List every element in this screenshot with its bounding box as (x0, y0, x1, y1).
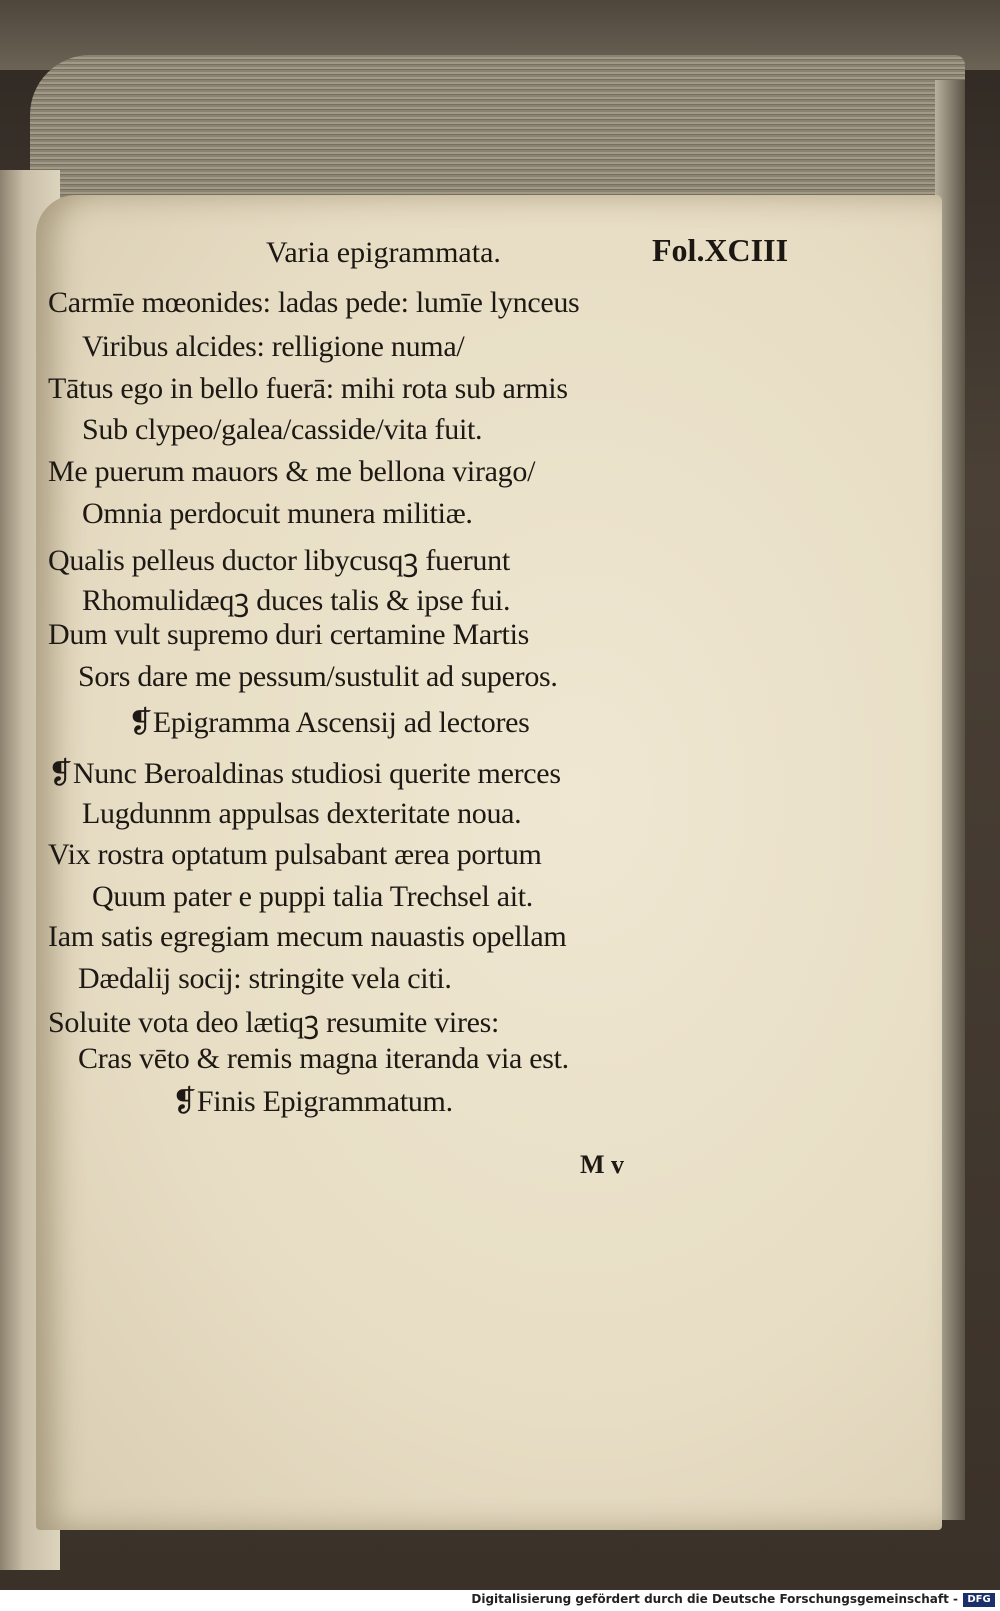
verse-line: ❡Nunc Beroaldinas studiosi querite merces (48, 757, 561, 790)
verse-line: Lugdunnm appulsas dexteritate noua. (82, 797, 522, 830)
verse-line: Tātus ego in bello fuerā: mihi rota sub armis (48, 372, 568, 405)
verse-line: Viribus alcides: relligione numa/ (82, 330, 465, 363)
verse-line: Cras vēto & remis magna iteranda via est. (78, 1042, 569, 1075)
verse-line: Sub clypeo/galea/casside/vita fuit. (82, 413, 483, 446)
verse-line: Quum pater e puppi talia Trechsel ait. (92, 880, 534, 913)
verse-line: Soluite vota deo lætiqꝫ resumite vires: (48, 1006, 500, 1039)
section-heading: ❡Epigramma Ascensij ad lectores (128, 706, 530, 739)
verse-line: Me puerum mauors & me bellona virago/ (48, 455, 536, 488)
verse-line: Dædalij socij: stringite vela citi. (78, 962, 452, 995)
verse-line: Carmīe mœonides: ladas pede: lumīe lynceus (48, 286, 580, 319)
verse-line: Iam satis egregiam mecum nauastis opellam (48, 920, 567, 953)
verse-line: Dum vult supremo duri certamine Martis (48, 618, 529, 651)
folio-number: Fol.XCIII (652, 232, 789, 268)
verse-line: Vix rostra optatum pulsabant ærea portum (48, 838, 542, 871)
verse-line: Sors dare me pessum/sustulit ad superos. (78, 660, 558, 693)
signature-mark: M v (580, 1150, 625, 1179)
verse-line: Omnia perdocuit munera militiæ. (82, 497, 473, 530)
closing-line: ❡Finis Epigrammatum. (172, 1085, 453, 1118)
dfg-logo: DFG (963, 1593, 995, 1607)
verse-line: Rhomulidæqꝫ duces talis & ipse fui. (82, 584, 511, 617)
funding-credit: Digitalisierung gefördert durch die Deutsche Forschungsgemeinschaft - (471, 1592, 958, 1606)
running-title: Varia epigrammata. (266, 236, 501, 269)
verse-line: Qualis pelleus ductor libycusqꝫ fuerunt (48, 544, 510, 577)
